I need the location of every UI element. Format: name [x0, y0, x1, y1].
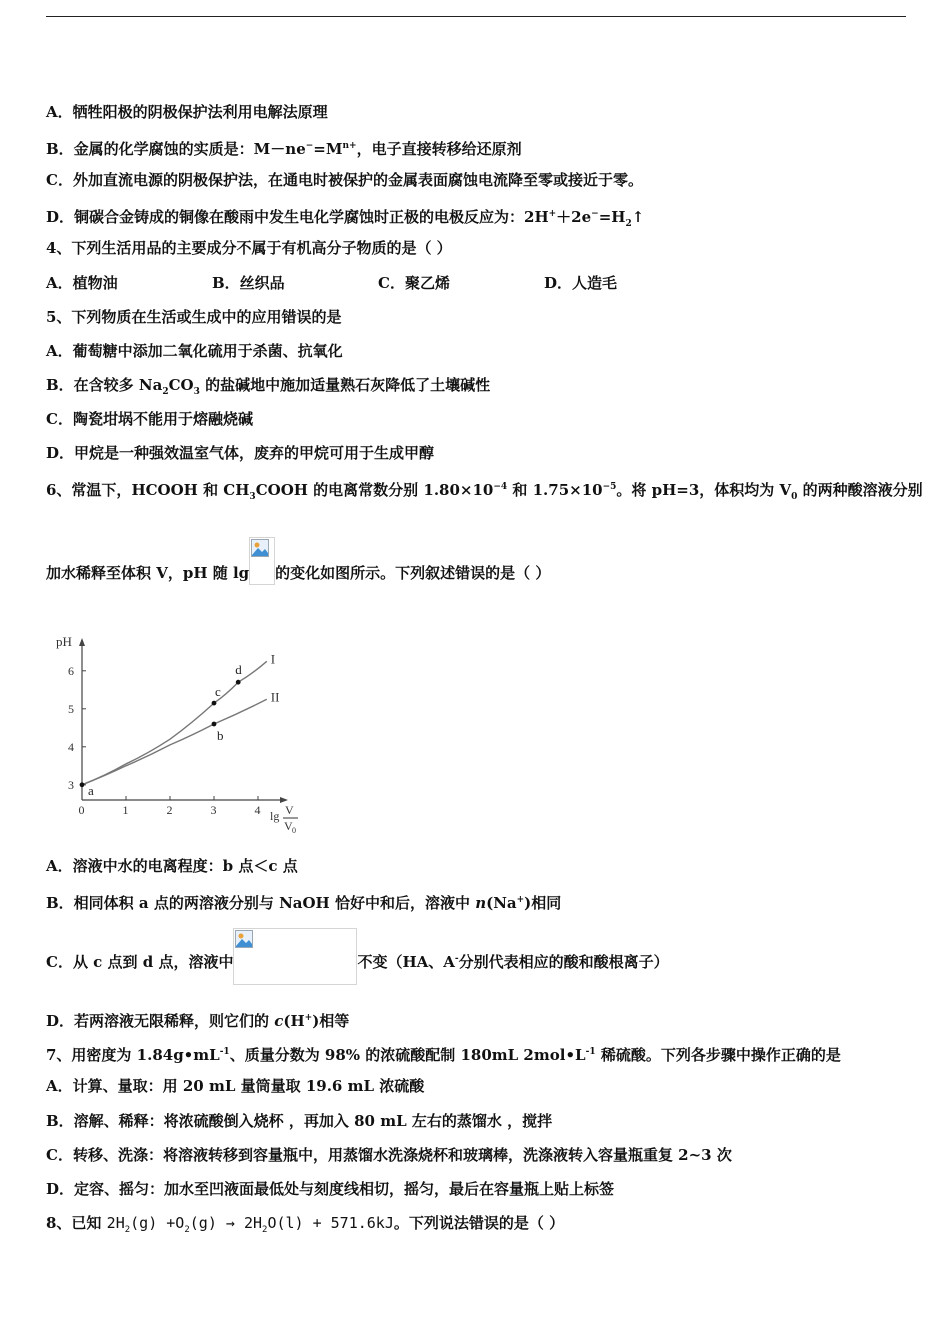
- q6-option-b: B．相同体积 a 点的两溶液分别与 NaOH 恰好中和后，溶液中 n(Na+)相同: [46, 894, 562, 912]
- q5-option-a: A．葡萄糖中添加二氧化硫用于杀菌、抗氧化: [46, 342, 343, 360]
- y-tick-label: 6: [68, 663, 74, 678]
- y-tick-label: 5: [68, 701, 74, 716]
- x-tick-label: 2: [166, 803, 173, 817]
- data-point-label-c: c: [215, 684, 221, 700]
- x-tick-label: 4: [254, 803, 261, 817]
- series-label-ii: II: [270, 689, 280, 705]
- x-tick-label: 1: [122, 803, 129, 817]
- broken-image-icon: [233, 928, 357, 985]
- q4-option-a: A．植物油: [46, 274, 118, 292]
- q4-option-b: B．丝织品: [212, 274, 285, 292]
- data-point-b: [212, 722, 217, 727]
- q5-option-d: D．甲烷是一种强效温室气体，废弃的甲烷可用于生成甲醇: [46, 444, 435, 462]
- thermochemical-equation: $2H_2(g) +O_2(g) \to 2H_2O(l) + 571.6kJ$: [106, 1214, 394, 1235]
- q6-stem-line1: 6、常温下，HCOOH 和 $CH_3COOH$ 的电离常数分别 $1.80\times 10^{-4}$ 和 $1.75\times 10^{-5}$。将 pH=3，体积均为 $V_0$ 的两种酸溶液分别: [46, 481, 923, 502]
- broken-image-icon: [249, 537, 275, 585]
- q4-option-d: D．人造毛: [544, 274, 618, 292]
- top-rule: [46, 16, 906, 17]
- q5-stem: 5、下列物质在生活或生成中的应用错误的是: [46, 308, 342, 326]
- data-point-label-b: b: [217, 728, 224, 743]
- x-axis-label-denominator: V: [284, 819, 293, 833]
- q6-stem-line2: 加水稀释至体积 V，pH 随 lg 的变化如图所示。下列叙述错误的是（ ）: [46, 563, 550, 585]
- data-point-c: [212, 701, 217, 706]
- series-label-i: I: [270, 651, 276, 667]
- y-axis-arrow: [79, 638, 85, 646]
- q5-option-b: B．在含较多 $Na_2CO_3$ 的盐碱地中施加适量熟石灰降低了土壤碱性: [46, 376, 491, 397]
- q7-option-d: D．定容、摇匀：加水至凹液面最低处与刻度线相切，摇匀，最后在容量瓶上贴上标签: [46, 1180, 615, 1198]
- y-tick-label: 4: [68, 739, 74, 754]
- data-point-a: [80, 782, 85, 787]
- series-line-i: [82, 661, 267, 785]
- q4-stem: 4、下列生活用品的主要成分不属于有机高分子物质的是（ ）: [46, 239, 452, 257]
- x-axis-label-numerator: V: [285, 803, 294, 817]
- q6-option-c: C．从 c 点到 d 点，溶液中 不变（HA、A-分别代表相应的酸和酸根离子）: [46, 949, 669, 985]
- data-point-label-d: d: [235, 662, 242, 678]
- q7-stem: 7、用密度为 $1.84g•mL^{-1}$、质量分数为 98% 的浓硫酸配制 180mL $2mol•L^{-1}$ 稀硫酸。下列各步骤中操作正确的是: [46, 1046, 841, 1064]
- q7-option-b: B．溶解、稀释：将浓硫酸倒入烧杯 ，再加入 80 mL 左右的蒸馏水 ，搅拌: [46, 1112, 553, 1130]
- q3-option-b: B．金属的化学腐蚀的实质是：$M-ne^-=M^{n+}$，电子直接转移给还原剂: [46, 140, 522, 158]
- q4-options: [46, 273, 617, 293]
- q3-option-c: C．外加直流电源的阴极保护法，在通电时被保护的金属表面腐蚀电流降至零或接近于零。: [46, 171, 643, 189]
- q4-option-c: C．聚乙烯: [378, 274, 450, 292]
- x-tick-label: 3: [210, 803, 217, 817]
- ph-dilution-chart: [46, 628, 336, 843]
- data-point-d: [236, 680, 241, 685]
- data-point-label-a: a: [88, 782, 94, 798]
- y-tick-label: 3: [68, 777, 74, 792]
- q7-option-a: A．计算、量取：用 20 mL 量筒量取 19.6 mL 浓硫酸: [46, 1077, 425, 1095]
- q5-option-c: C．陶瓷坩埚不能用于熔融烧碱: [46, 410, 253, 428]
- q3-option-a: A．牺牲阳极的阴极保护法利用电解法原理: [46, 103, 328, 121]
- q3-option-d: D．铜碳合金铸成的铜像在酸雨中发生电化学腐蚀时正极的电极反应为：$2H^++2e^-=H_2↑$: [46, 208, 645, 229]
- x-axis-label-lg: lg: [270, 809, 280, 823]
- q6-option-d: D．若两溶液无限稀释，则它们的 c(H+)相等: [46, 1012, 350, 1030]
- q6-option-a: A．溶液中水的电离程度：b 点＜c 点: [46, 857, 298, 875]
- y-axis-label: pH: [56, 634, 72, 649]
- q8-stem: 8、已知 $2H_2(g) +O_2(g) \to 2H_2O(l) + 571.6kJ$。下列说法错误的是（ ）: [46, 1214, 565, 1235]
- q7-option-c: C．转移、洗涤：将溶液转移到容量瓶中，用蒸馏水洗涤烧杯和玻璃棒，洗涤液转入容量瓶重复 2~3 次: [46, 1146, 732, 1164]
- x-tick-label: 0: [78, 803, 85, 817]
- x-axis-label-denominator-sub: 0: [292, 826, 296, 835]
